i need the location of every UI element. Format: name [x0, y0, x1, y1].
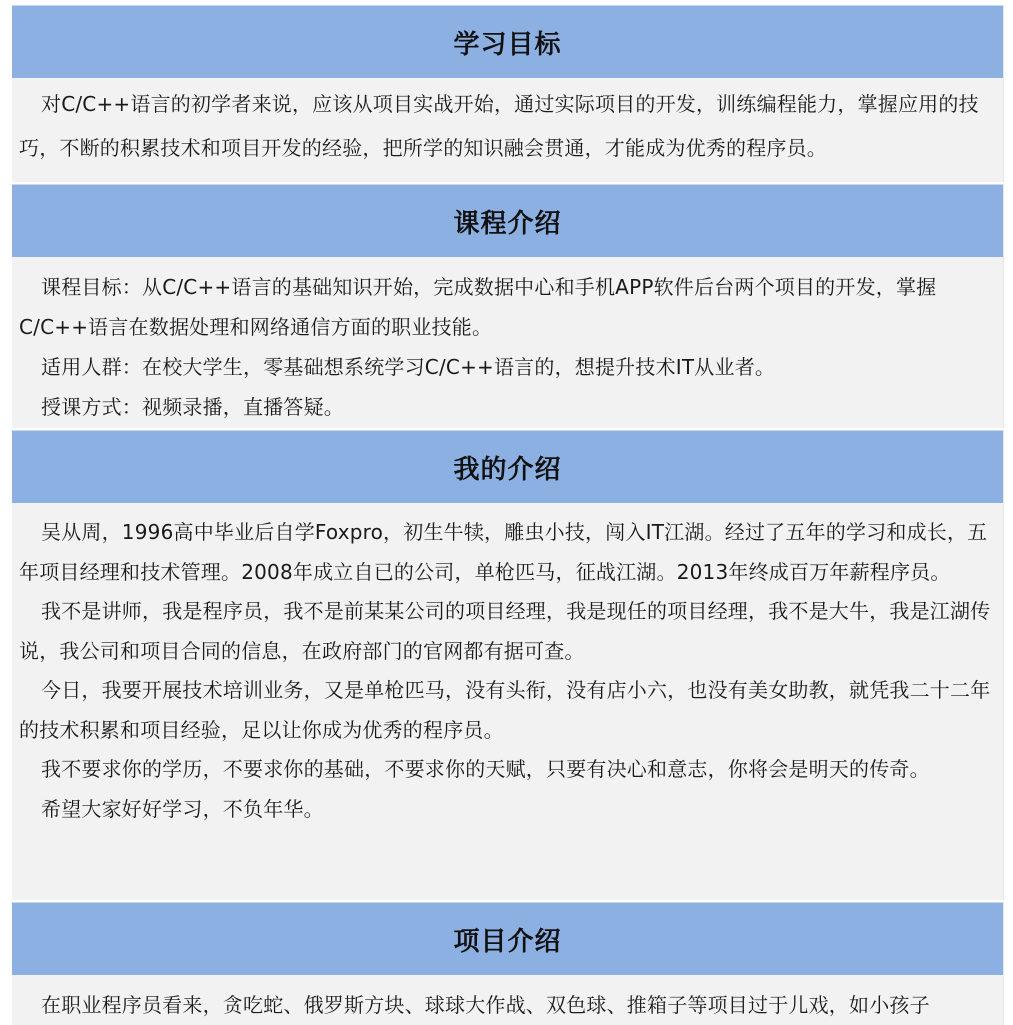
section-title: 学习目标: [453, 29, 562, 60]
section-body: [12, 257, 1003, 435]
paragraph: 我不要求你的学历，不要求你的基础，不要求你的天赋，只要有决心和意志，你将会是明天的传奇。: [41, 757, 930, 781]
section-course-intro: [12, 184, 1004, 428]
section-title: 我的介绍: [453, 454, 562, 485]
paragraph: 希望大家好好学习，不负年华。: [41, 796, 324, 821]
paragraph: 对C/C++语言的初学者来说，应该从项目实战开始，通过实际项目的开发，训练编程能力，掌握应用的技巧，不断的积累技术和项目开发的经验，把所学的知识融会贯通，才能成为优秀的程序员。: [19, 92, 979, 160]
paragraph: 今日，我要开展技术培训业务，又是单枪匹马，没有头衔，没有店小六，也没有美女助教，就凭我二十二年的技术积累和项目经验，足以让你成为优秀的程序员。: [19, 678, 991, 742]
section-header: [12, 184, 1003, 257]
paragraph: 吴从周，1996高中毕业后自学Foxpro，初生牛犊，雕虫小技，闯入IT江湖。经过了五年的学习和成长，五年项目经理和技术管理。2008年成立自已的公司，单枪匹马，征战江湖。2013年终成百万年薪程序员。: [19, 520, 988, 584]
section-header: [12, 5, 1003, 78]
paragraph: 我不是讲师，我是程序员，我不是前某某公司的项目经理，我是现任的项目经理，我不是大牛，我是江湖传说，我公司和项目合同的信息，在政府部门的官网都有据可查。: [19, 599, 991, 663]
section-body: [12, 78, 1003, 178]
section-project-intro: [12, 902, 1004, 1025]
section-header: [12, 430, 1003, 503]
paragraph: 授课方式：视频录播，直播答疑。: [41, 395, 344, 419]
section-body: [12, 975, 1003, 1025]
section-learning-goal: [12, 5, 1004, 182]
section-title: 项目介绍: [453, 926, 562, 957]
section-header: [12, 902, 1003, 975]
section-about-me: [12, 430, 1004, 900]
paragraph: 适用人群：在校大学生，零基础想系统学习C/C++语言的，想提升技术IT从业者。: [41, 355, 776, 379]
section-title: 课程介绍: [453, 208, 562, 239]
paragraph: 课程目标：从C/C++语言的基础知识开始，完成数据中心和手机APP软件后台两个项目的开发，掌握C/C++语言在数据处理和网络通信方面的职业技能。: [19, 275, 937, 339]
section-body: [12, 503, 1003, 837]
paragraph: 在职业程序员看来，贪吃蛇、俄罗斯方块、球球大作战、双色球、推箱子等项目过于儿戏，如小孩子: [41, 993, 930, 1017]
